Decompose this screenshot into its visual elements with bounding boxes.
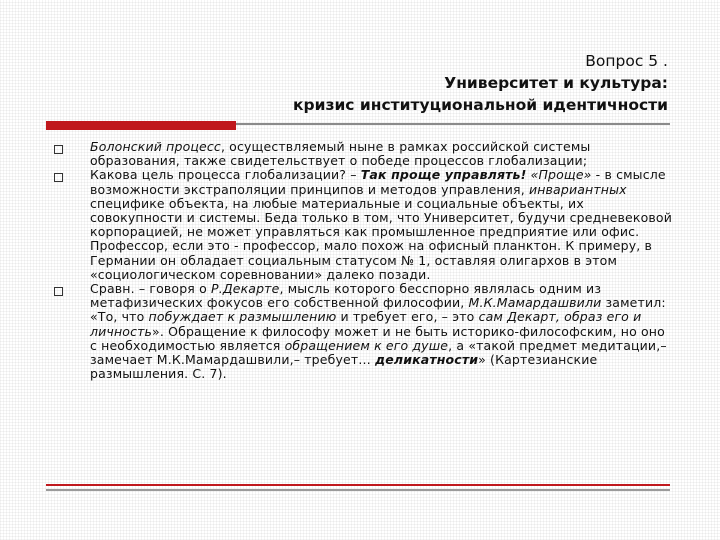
emphasis: М.К.Мамардашвили xyxy=(468,295,602,311)
emphasis: «Проще» xyxy=(530,167,592,183)
top-divider xyxy=(46,121,670,130)
emphasis: обращением к его душе xyxy=(284,337,449,353)
item-text xyxy=(90,140,672,168)
top-divider-accent xyxy=(46,121,236,130)
slide-title xyxy=(293,50,668,116)
emphasis: побуждает к размышлению xyxy=(148,309,337,325)
strong-emphasis: деликатности xyxy=(375,352,479,368)
text: , а «такой предмет медитации,– замечает М.К.Мамардашвили,– требует… xyxy=(90,337,667,368)
question-number: Вопрос 5 . xyxy=(585,52,668,70)
emphasis: сам Декарт, образ его и личность xyxy=(90,309,642,339)
text: ». Обращение к философу может и не быть историко-философским, но оно с необходимостью является xyxy=(90,323,665,353)
item-text xyxy=(90,282,672,381)
text: , мысль которого бесспорно являлась одним из метафизических фокусов его собственной философии, xyxy=(90,281,602,311)
square-bullet-icon xyxy=(54,287,63,296)
list-item xyxy=(52,168,672,282)
bottom-divider-accent xyxy=(46,484,670,486)
list-item xyxy=(52,282,672,381)
emphasis: инвариантных xyxy=(528,181,627,197)
emphasis: Болонский процесс xyxy=(90,139,221,154)
bullet-list xyxy=(52,140,672,381)
bottom-divider xyxy=(46,484,670,492)
text: » (Картезианские размышления. С. 7). xyxy=(90,352,598,382)
text: специфике объекта, на любые материальные и социальные объекты, их совокупности и системы. Беда только в том, что Университет, будучи средневековой корпорацией, не может управляться как промышленное предприятие или офис. Профессор, если это - профессор, мало похож на офисный планктон. К примеру, в Германии он обладает социальным статусом № 1, оставляя олигархов в этом «социологическом соревновании» далеко позади. xyxy=(90,195,672,282)
title-line-3: кризис институциональной идентичности xyxy=(292,96,668,114)
title-line-2: Университет и культура: xyxy=(444,74,668,92)
strong-emphasis: Так проще управлять! xyxy=(360,167,527,183)
item-text xyxy=(90,168,672,282)
list-item xyxy=(52,140,672,168)
square-bullet-icon xyxy=(54,145,63,154)
text: и требует его, – это xyxy=(336,309,479,325)
text: , осуществляемый ныне в рамках российской системы образования, также свидетельствует о победе процессов глобализации; xyxy=(90,139,591,169)
text: Сравн. – говоря о xyxy=(90,281,212,297)
square-bullet-icon xyxy=(54,173,63,182)
text: заметил: «То, что xyxy=(90,295,666,325)
emphasis: Р.Декарте xyxy=(211,281,280,297)
text: - в смысле возможности экстраполяции принципов и методов управления, xyxy=(90,167,666,197)
bottom-divider-line xyxy=(46,489,670,491)
top-divider-line xyxy=(236,123,670,125)
text: Какова цель процесса глобализации? – xyxy=(90,167,361,183)
